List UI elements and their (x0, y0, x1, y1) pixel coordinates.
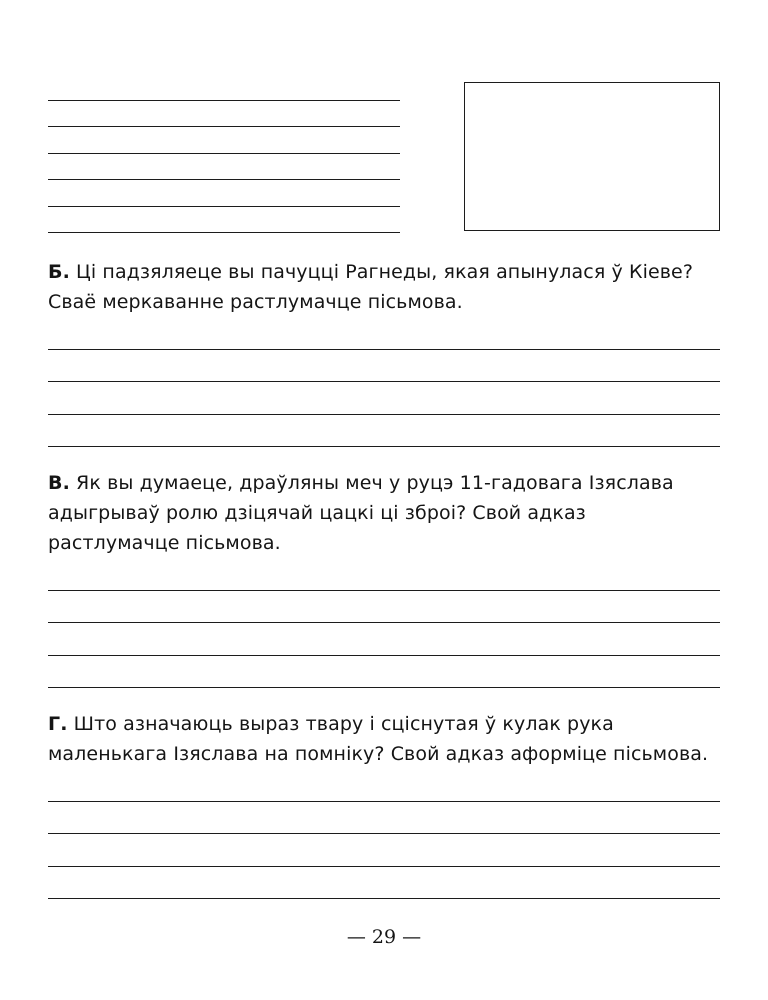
writing-line (48, 180, 400, 207)
writing-line (48, 350, 720, 383)
writing-line (48, 558, 720, 591)
question-block-g (48, 709, 720, 899)
writing-line (48, 769, 720, 802)
question-label: Б. (48, 261, 70, 283)
page-number: — 29 — (346, 926, 422, 948)
writing-line (48, 127, 400, 154)
question-label: В. (48, 472, 70, 494)
answer-lines-b (48, 317, 720, 447)
writing-line (48, 154, 400, 181)
question-text (48, 257, 720, 317)
writing-line (48, 656, 720, 689)
question-label: Г. (48, 713, 68, 735)
answer-lines-g (48, 769, 720, 899)
writing-line (48, 101, 400, 128)
writing-line (48, 317, 720, 350)
question-block-b (48, 257, 720, 447)
writing-line (48, 74, 400, 101)
question-body: Ці падзяляеце вы пачуцці Рагнеды, якая апынулася ў Кіеве? Сваё меркаванне растлумачце пісьмова. (48, 261, 694, 313)
writing-line (48, 382, 720, 415)
illustration-frame (464, 82, 720, 231)
question-block-v (48, 468, 720, 688)
question-text (48, 709, 720, 769)
writing-line (48, 415, 720, 448)
writing-line (48, 802, 720, 835)
top-section (48, 72, 720, 233)
writing-line (48, 623, 720, 656)
question-body: Што азначаюць выраз твару і сціснутая ў кулак рука маленькага Ізяслава на помніку? Свой адказ аформіце пісьмова. (48, 713, 709, 765)
top-answer-lines (48, 72, 400, 233)
question-text (48, 468, 720, 558)
writing-line (48, 867, 720, 900)
answer-lines-v (48, 558, 720, 688)
writing-line (48, 207, 400, 234)
writing-line (48, 591, 720, 624)
question-body: Як вы думаеце, драўляны меч у руцэ 11-гадовага Ізяслава адыгрываў ролю дзіцячай цацкі ці зброі? Свой адказ растлумачце пісьмова. (48, 472, 674, 554)
writing-line (48, 834, 720, 867)
